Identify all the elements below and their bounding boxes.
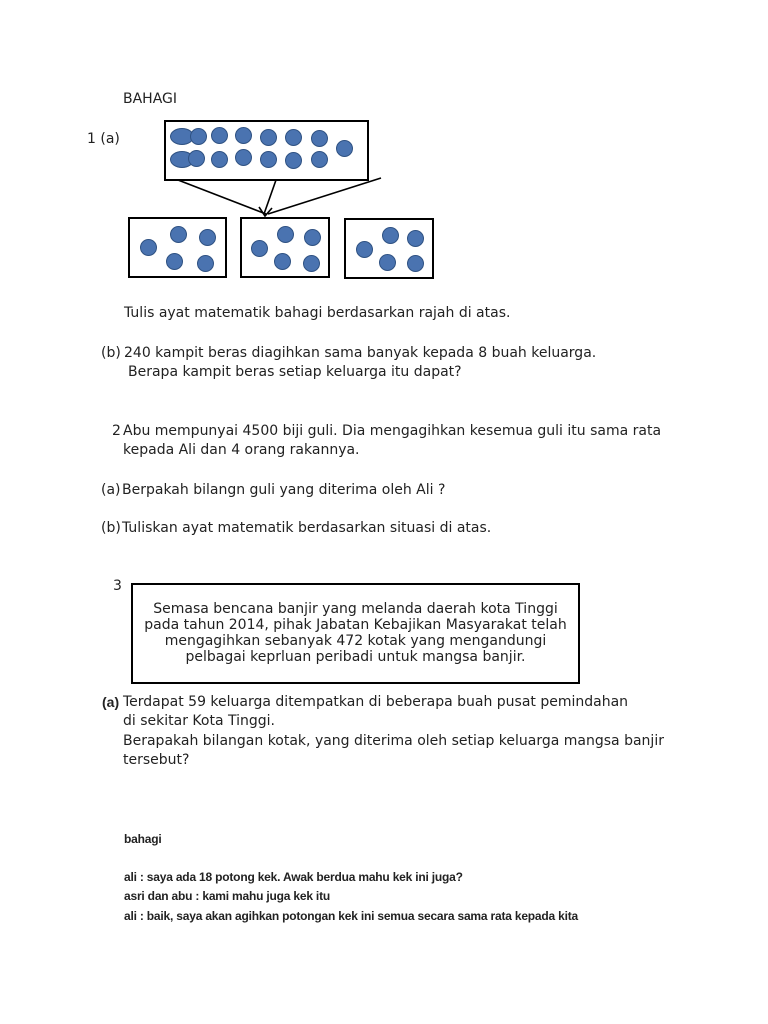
dialog-line-3: ali : baik, saya akan agihkan potongan kek ini semua secara sama rata kepada kita: [124, 909, 579, 923]
question-3a-label: (a): [102, 694, 120, 710]
question-1b-line-1: 240 kampit beras diagihkan sama banyak kepada 8 buah keluarga.: [124, 345, 597, 361]
counter-dot: [260, 129, 277, 146]
question-3a-line-4: tersebut?: [123, 752, 190, 768]
counter-dot: [140, 239, 157, 256]
counter-dot: [190, 128, 207, 145]
question-2b-text: Tuliskan ayat matematik berdasarkan situasi di atas.: [122, 520, 492, 536]
counter-dot: [274, 253, 291, 270]
question-3a-line-3: Berapakah bilangan kotak, yang diterima oleh setiap keluarga mangsa banjir: [123, 733, 664, 749]
question-1b-label: (b): [101, 345, 121, 361]
question-2a-text: Berpakah bilangn guli yang diterima oleh Ali ?: [122, 482, 446, 498]
dialog-title: bahagi: [124, 832, 162, 846]
passage-line: Semasa bencana banjir yang melanda daerah kota Tinggi: [153, 601, 558, 617]
dialog-line-2: asri dan abu : kami mahu juga kek itu: [124, 889, 330, 903]
question-2-line-2: kepada Ali dan 4 orang rakannya.: [123, 442, 360, 458]
question-1-number: 1 (a): [87, 131, 120, 147]
counter-dot: [311, 130, 328, 147]
question-2b-label: (b): [101, 520, 121, 536]
counter-dot: [211, 151, 228, 168]
counter-dot: [277, 226, 294, 243]
counter-dot: [311, 151, 328, 168]
counter-dot: [304, 229, 321, 246]
counter-dot: [188, 150, 205, 167]
page-title: BAHAGI: [123, 91, 178, 107]
passage-line: pelbagai keprluan peribadi untuk mangsa banjir.: [185, 649, 526, 665]
counter-dot: [407, 230, 424, 247]
counter-dot: [407, 255, 424, 272]
question-3a-line-1: Terdapat 59 keluarga ditempatkan di beberapa buah pusat pemindahan: [123, 694, 629, 710]
question-3a-line-2: di sekitar Kota Tinggi.: [123, 713, 275, 729]
dialog-line-1: ali : saya ada 18 potong kek. Awak berdua mahu kek ini juga?: [124, 870, 463, 884]
counter-dot: [235, 149, 252, 166]
counter-dot: [235, 127, 252, 144]
counter-dot: [260, 151, 277, 168]
counter-dot: [197, 255, 214, 272]
question-1a-instruction: Tulis ayat matematik bahagi berdasarkan rajah di atas.: [124, 305, 511, 321]
diagram-group-box-1: [128, 217, 227, 278]
question-2a-label: (a): [101, 482, 121, 498]
question-2-number: 2: [112, 423, 121, 439]
passage-line: mengagihkan sebanyak 472 kotak yang mengandungi: [164, 633, 547, 649]
counter-dot: [211, 127, 228, 144]
passage-line: pada tahun 2014, pihak Jabatan Kebajikan Masyarakat telah: [144, 617, 567, 633]
question-3-number: 3: [113, 578, 122, 594]
counter-dot: [356, 241, 373, 258]
counter-dot: [303, 255, 320, 272]
diagram-group-box-2: [240, 217, 330, 278]
counter-dot: [251, 240, 268, 257]
diagram-group-box-3: [344, 218, 434, 279]
counter-dot: [382, 227, 399, 244]
question-2-line-1: Abu mempunyai 4500 biji guli. Dia mengagihkan kesemua guli itu sama rata: [123, 423, 662, 439]
counter-dot: [199, 229, 216, 246]
counter-dot: [285, 129, 302, 146]
question-3-passage-box: [131, 583, 580, 684]
question-1b-line-2: Berapa kampit beras setiap keluarga itu dapat?: [128, 364, 462, 380]
counter-dot: [166, 253, 183, 270]
counter-dot: [379, 254, 396, 271]
diagram-top-box: [164, 120, 369, 181]
counter-dot: [285, 152, 302, 169]
counter-dot: [170, 226, 187, 243]
counter-dot: [336, 140, 353, 157]
